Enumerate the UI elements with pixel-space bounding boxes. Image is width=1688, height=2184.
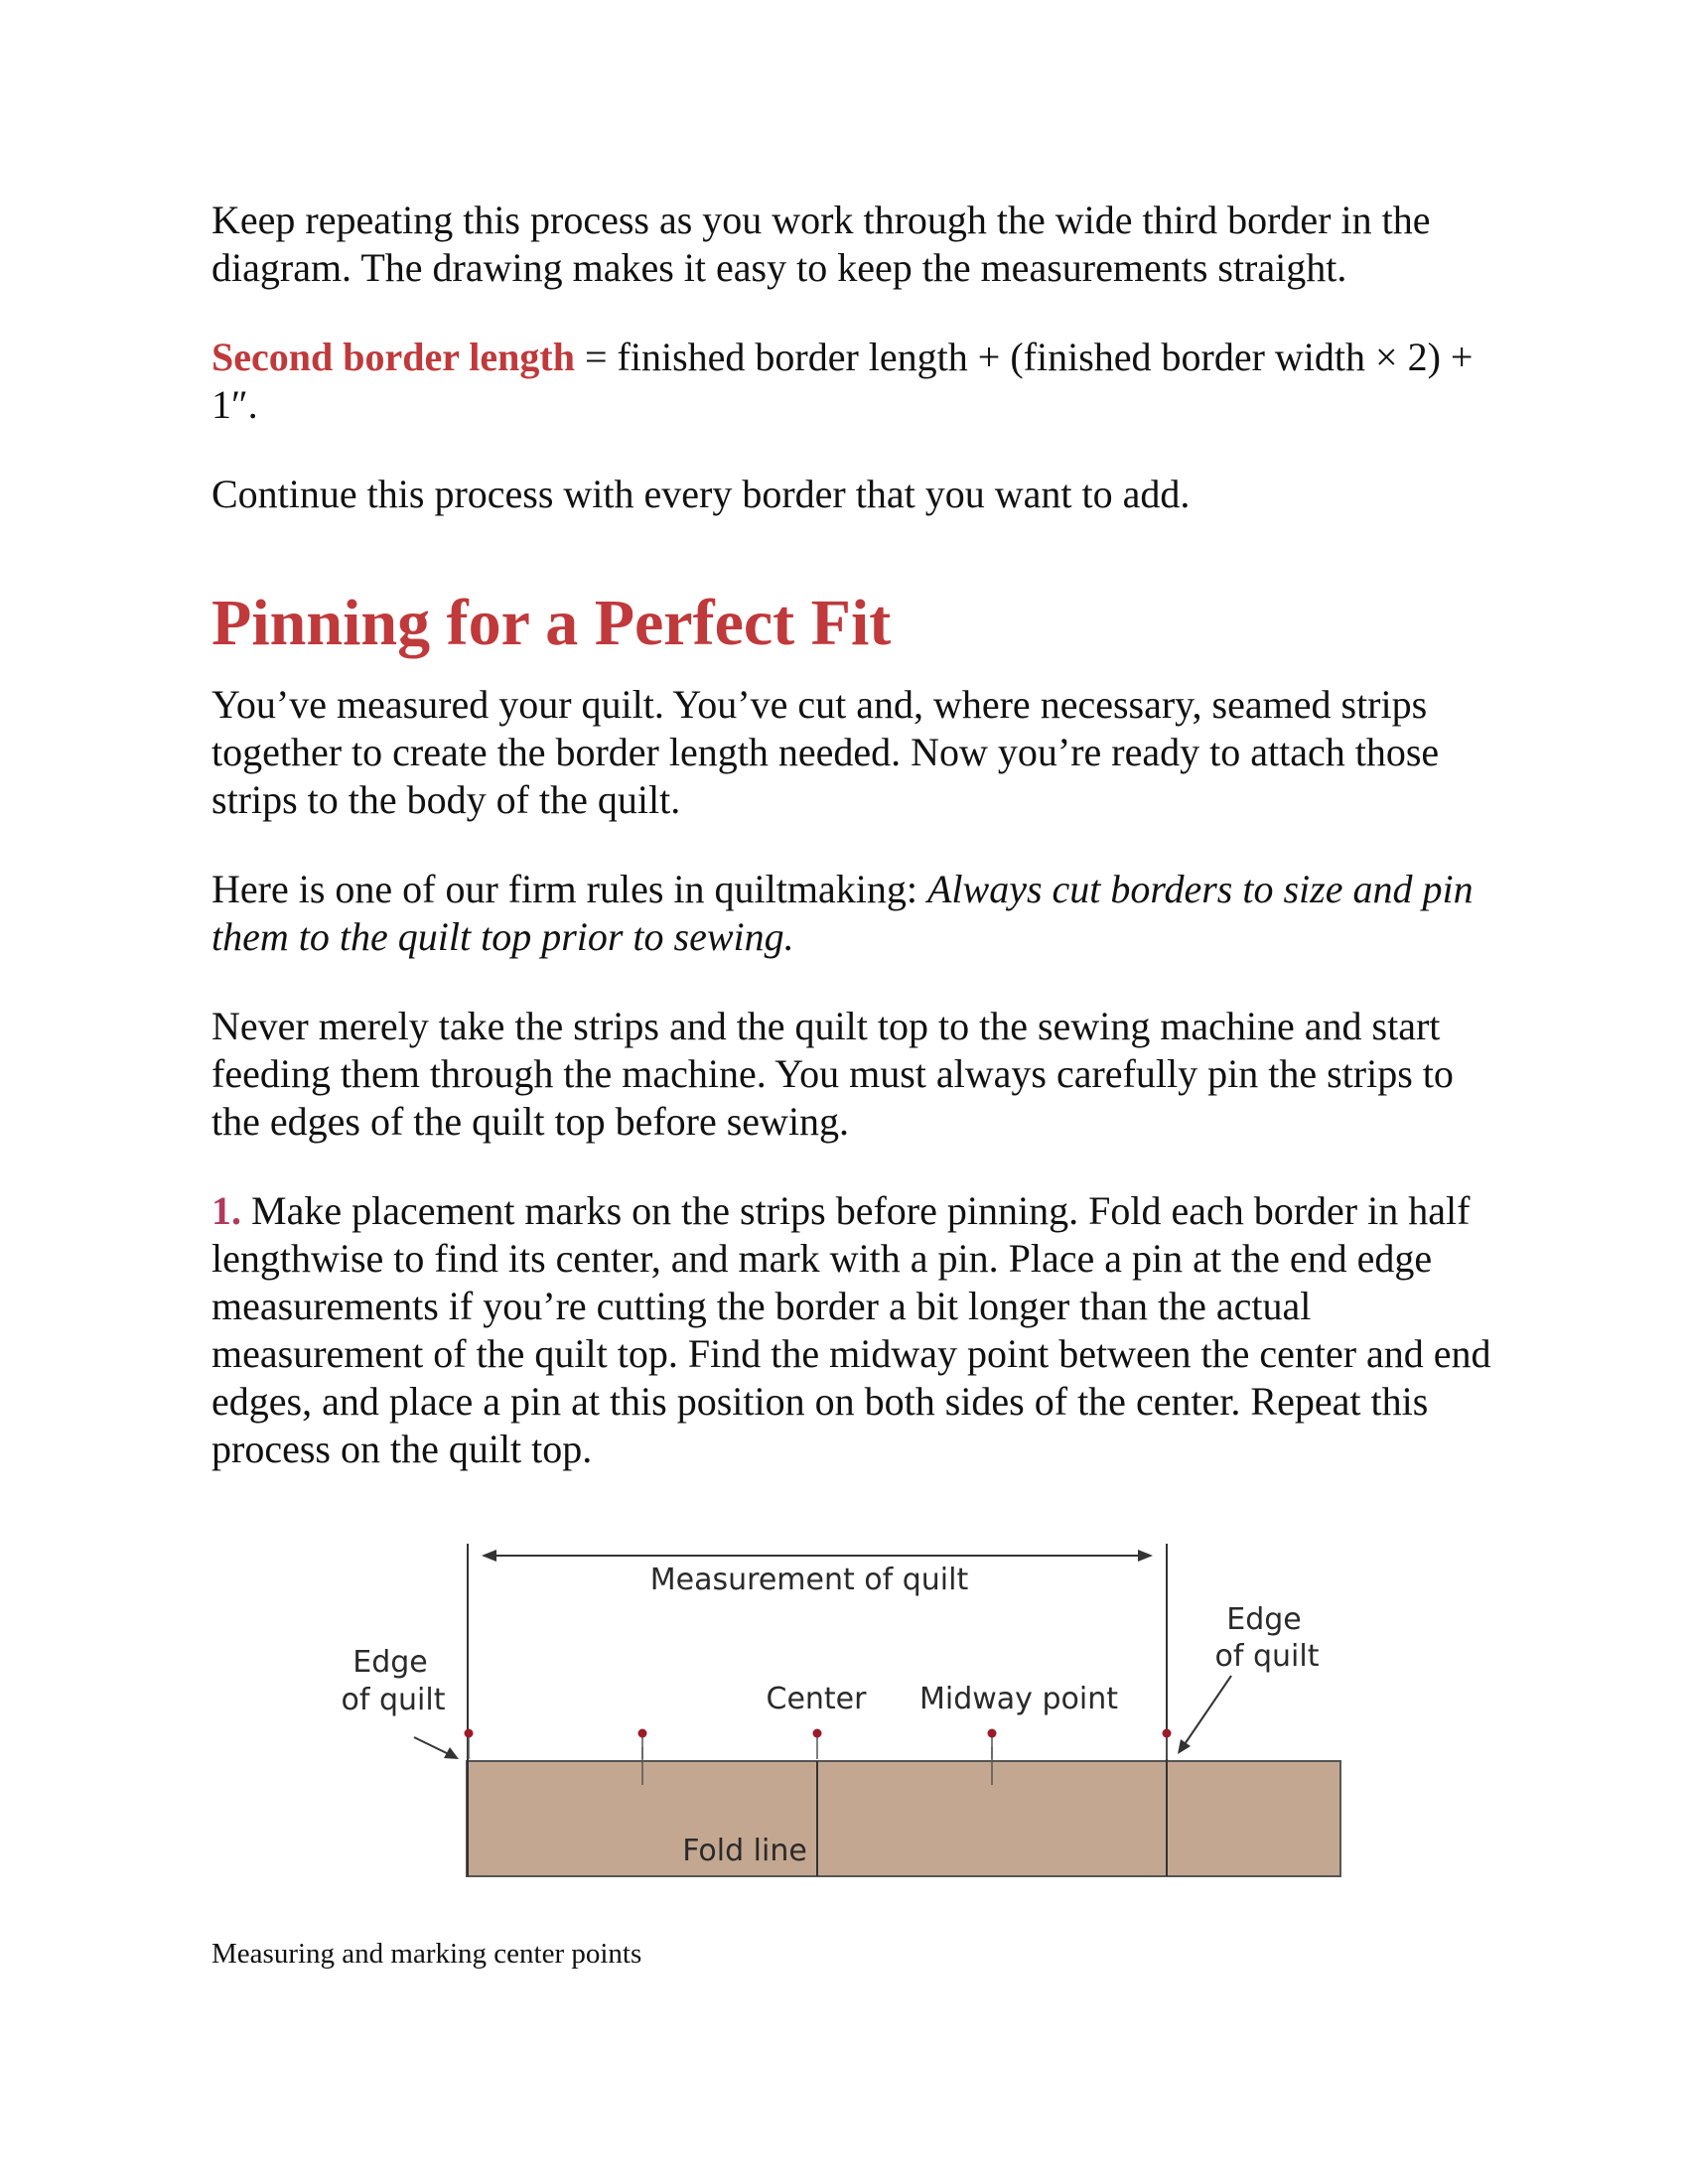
measurement-arrow-left-head [482, 1550, 496, 1562]
measurement-arrow-right-head [1138, 1550, 1153, 1562]
pin-midway-left [638, 1729, 647, 1760]
right-edge-pointer-head [1178, 1739, 1191, 1754]
pin-midway-right [988, 1729, 997, 1760]
formula-expression: = finished border length + (finished border width × 2) + 1″. [211, 335, 1474, 427]
paragraph-firm-rule [211, 866, 1492, 961]
edge-right-label-line1: Edge [1226, 1602, 1302, 1637]
pin-right-edge [1163, 1729, 1172, 1760]
right-edge-pointer [1183, 1676, 1231, 1747]
step-number: 1. [211, 1188, 241, 1233]
step-1-paragraph [211, 1187, 1492, 1473]
figure-caption: Measuring and marking center points [211, 1938, 642, 1970]
edge-left-label-line1: Edge [352, 1645, 428, 1680]
firm-rule-intro: Here is one of our firm rules in quiltmaking: [211, 867, 927, 911]
pin-center [813, 1729, 822, 1760]
pin-left-edge [465, 1729, 474, 1760]
center-label: Center [766, 1682, 867, 1716]
pinning-diagram [318, 1529, 1370, 1896]
paragraph-measured: You’ve measured your quilt. You’ve cut and, where necessary, seamed strips together to create the border length needed. Now you’re ready to attach those strips to the body of the quilt. [211, 682, 1440, 822]
edge-left-label-line2: of quilt [341, 1683, 446, 1717]
document-body [211, 197, 1492, 1473]
firm-rule-italic: Always cut borders to size and pin them to the quilt top prior to sewing. [211, 867, 1474, 959]
midway-label: Midway point [919, 1682, 1118, 1716]
border-strip [467, 1761, 1340, 1876]
measurement-label: Measurement of quilt [649, 1563, 969, 1597]
paragraph-repeating-process: Keep repeating this process as you work through the wide third border in the diagram. The drawing makes it easy to keep the measurements straight. [211, 198, 1431, 290]
section-heading: Pinning for a Perfect Fit [211, 587, 892, 659]
paragraph-continue: Continue this process with every border that you want to add. [211, 472, 1191, 516]
diagram-svg [318, 1529, 1370, 1896]
fold-line-label: Fold line [682, 1834, 807, 1868]
paragraph-formula [211, 334, 1492, 429]
formula-term: Second border length [211, 335, 575, 379]
step-text: Make placement marks on the strips before pinning. Fold each border in half lengthwise to find its center, and mark with a pin. Place a pin at the end edge measurements if you’re cutting the border a bit longer than the actual measurement of the quilt top. Find the midway point between the center and end edges, and place a pin at this position on both sides of the center. Repeat this process on the quilt top. [211, 1188, 1491, 1471]
paragraph-never-merely: Never merely take the strips and the quilt top to the sewing machine and start feeding them through the machine. You must always carefully pin the strips to the edges of the quilt top before sewing. [211, 1004, 1454, 1144]
edge-right-label-line2: of quilt [1214, 1639, 1320, 1674]
